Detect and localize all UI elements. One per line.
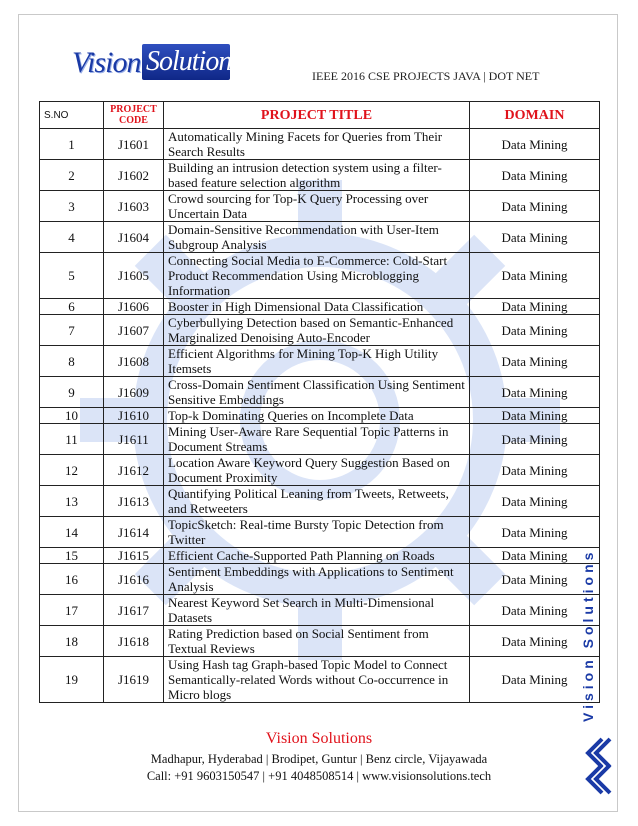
company-logo — [72, 40, 242, 86]
cell-domain: Data Mining — [470, 222, 600, 253]
table-row — [40, 595, 600, 626]
cell-domain: Data Mining — [470, 657, 600, 703]
cell-code: J1608 — [104, 346, 164, 377]
table-row — [40, 377, 600, 408]
cell-sno: 15 — [40, 548, 104, 564]
logo-word-vision: Vision — [72, 46, 141, 79]
table-row — [40, 191, 600, 222]
cell-sno: 11 — [40, 424, 104, 455]
cell-domain: Data Mining — [470, 315, 600, 346]
footer-company-name: Vision Solutions — [265, 730, 373, 747]
cell-code: J1611 — [104, 424, 164, 455]
table-row — [40, 346, 600, 377]
projects-table — [39, 101, 600, 703]
column-header-sno: S.NO — [40, 102, 104, 129]
cell-code: J1618 — [104, 626, 164, 657]
cell-domain: Data Mining — [470, 408, 600, 424]
table-row — [40, 160, 600, 191]
table-row — [40, 129, 600, 160]
column-header-domain: DOMAIN — [470, 102, 600, 129]
cell-sno: 1 — [40, 129, 104, 160]
table-row — [40, 253, 600, 299]
table-row — [40, 455, 600, 486]
cell-domain: Data Mining — [470, 299, 600, 315]
table-row — [40, 299, 600, 315]
cell-domain: Data Mining — [470, 253, 600, 299]
cell-sno: 8 — [40, 346, 104, 377]
footer-address: Madhapur, Hyderabad | Brodipet, Guntur | Benz circle, Vijayawada — [150, 752, 488, 766]
cell-title: Efficient Cache-Supported Path Planning on Roads — [164, 548, 470, 564]
cell-title: Nearest Keyword Set Search in Multi-Dimensional Datasets — [164, 595, 470, 626]
cell-domain: Data Mining — [470, 191, 600, 222]
cell-title: Automatically Mining Facets for Queries from Their Search Results — [164, 129, 470, 160]
cell-sno: 5 — [40, 253, 104, 299]
cell-title: Crowd sourcing for Top-K Query Processing over Uncertain Data — [164, 191, 470, 222]
cell-title: Building an intrusion detection system using a filter-based feature selection algorithm — [164, 160, 470, 191]
logo-word-solutions: Solutions — [146, 46, 242, 77]
cell-code: J1616 — [104, 564, 164, 595]
cell-domain: Data Mining — [470, 564, 600, 595]
table-header-row — [40, 102, 600, 129]
cell-title: Booster in High Dimensional Data Classification — [164, 299, 470, 315]
cell-sno: 16 — [40, 564, 104, 595]
cell-domain: Data Mining — [470, 548, 600, 564]
cell-domain: Data Mining — [470, 517, 600, 548]
cell-sno: 3 — [40, 191, 104, 222]
cell-sno: 14 — [40, 517, 104, 548]
table-row — [40, 222, 600, 253]
table-row — [40, 626, 600, 657]
cell-code: J1604 — [104, 222, 164, 253]
cell-title: Cross-Domain Sentiment Classification Using Sentiment Sensitive Embeddings — [164, 377, 470, 408]
cell-domain: Data Mining — [470, 455, 600, 486]
table-row — [40, 424, 600, 455]
cell-sno: 12 — [40, 455, 104, 486]
cell-domain: Data Mining — [470, 595, 600, 626]
cell-sno: 17 — [40, 595, 104, 626]
cell-sno: 18 — [40, 626, 104, 657]
column-header-code: PROJECT CODE — [104, 102, 164, 129]
cell-title: Rating Prediction based on Social Sentiment from Textual Reviews — [164, 626, 470, 657]
footer-contact: Call: +91 9603150547 | +91 4048508514 | www.visionsolutions.tech — [146, 769, 492, 783]
table-row — [40, 408, 600, 424]
cell-domain: Data Mining — [470, 424, 600, 455]
cell-code: J1613 — [104, 486, 164, 517]
cell-code: J1610 — [104, 408, 164, 424]
cell-title: Connecting Social Media to E-Commerce: Cold-Start Product Recommendation Using Microblogging Information — [164, 253, 470, 299]
cell-code: J1615 — [104, 548, 164, 564]
cell-code: J1617 — [104, 595, 164, 626]
cell-title: Mining User-Aware Rare Sequential Topic Patterns in Document Streams — [164, 424, 470, 455]
cell-code: J1614 — [104, 517, 164, 548]
cell-domain: Data Mining — [470, 377, 600, 408]
cell-title: Using Hash tag Graph-based Topic Model to Connect Semantically-related Words without Co-occurrence in Micro blogs — [164, 657, 470, 703]
cell-sno: 19 — [40, 657, 104, 703]
table-row — [40, 657, 600, 703]
cell-title: Efficient Algorithms for Mining Top-K High Utility Itemsets — [164, 346, 470, 377]
cell-sno: 7 — [40, 315, 104, 346]
cell-code: J1609 — [104, 377, 164, 408]
cell-code: J1619 — [104, 657, 164, 703]
cell-code: J1601 — [104, 129, 164, 160]
table-row — [40, 517, 600, 548]
cell-code: J1606 — [104, 299, 164, 315]
cell-sno: 4 — [40, 222, 104, 253]
cell-sno: 6 — [40, 299, 104, 315]
cell-domain: Data Mining — [470, 160, 600, 191]
cell-code: J1602 — [104, 160, 164, 191]
cell-sno: 10 — [40, 408, 104, 424]
cell-code: J1605 — [104, 253, 164, 299]
table-row — [40, 548, 600, 564]
cell-title: Cyberbullying Detection based on Semantic-Enhanced Marginalized Denoising Auto-Encoder — [164, 315, 470, 346]
cell-title: TopicSketch: Real-time Bursty Topic Detection from Twitter — [164, 517, 470, 548]
table-row — [40, 486, 600, 517]
table-row — [40, 315, 600, 346]
table-row — [40, 564, 600, 595]
cell-title: Quantifying Political Leaning from Tweets, Retweets, and Retweeters — [164, 486, 470, 517]
cell-sno: 13 — [40, 486, 104, 517]
cell-domain: Data Mining — [470, 486, 600, 517]
header-subtitle: IEEE 2016 CSE PROJECTS JAVA | DOT NET — [312, 69, 540, 83]
cell-sno: 2 — [40, 160, 104, 191]
side-brand-text: Vision Solutions — [580, 548, 596, 722]
cell-title: Top-k Dominating Queries on Incomplete Data — [164, 408, 470, 424]
cell-domain: Data Mining — [470, 346, 600, 377]
cell-code: J1607 — [104, 315, 164, 346]
cell-title: Sentiment Embeddings with Applications to Sentiment Analysis — [164, 564, 470, 595]
cell-title: Location Aware Keyword Query Suggestion Based on Document Proximity — [164, 455, 470, 486]
cell-code: J1612 — [104, 455, 164, 486]
cell-title: Domain-Sensitive Recommendation with User-Item Subgroup Analysis — [164, 222, 470, 253]
cell-domain: Data Mining — [470, 129, 600, 160]
cell-sno: 9 — [40, 377, 104, 408]
cell-domain: Data Mining — [470, 626, 600, 657]
column-header-title: PROJECT TITLE — [164, 102, 470, 129]
cell-code: J1603 — [104, 191, 164, 222]
